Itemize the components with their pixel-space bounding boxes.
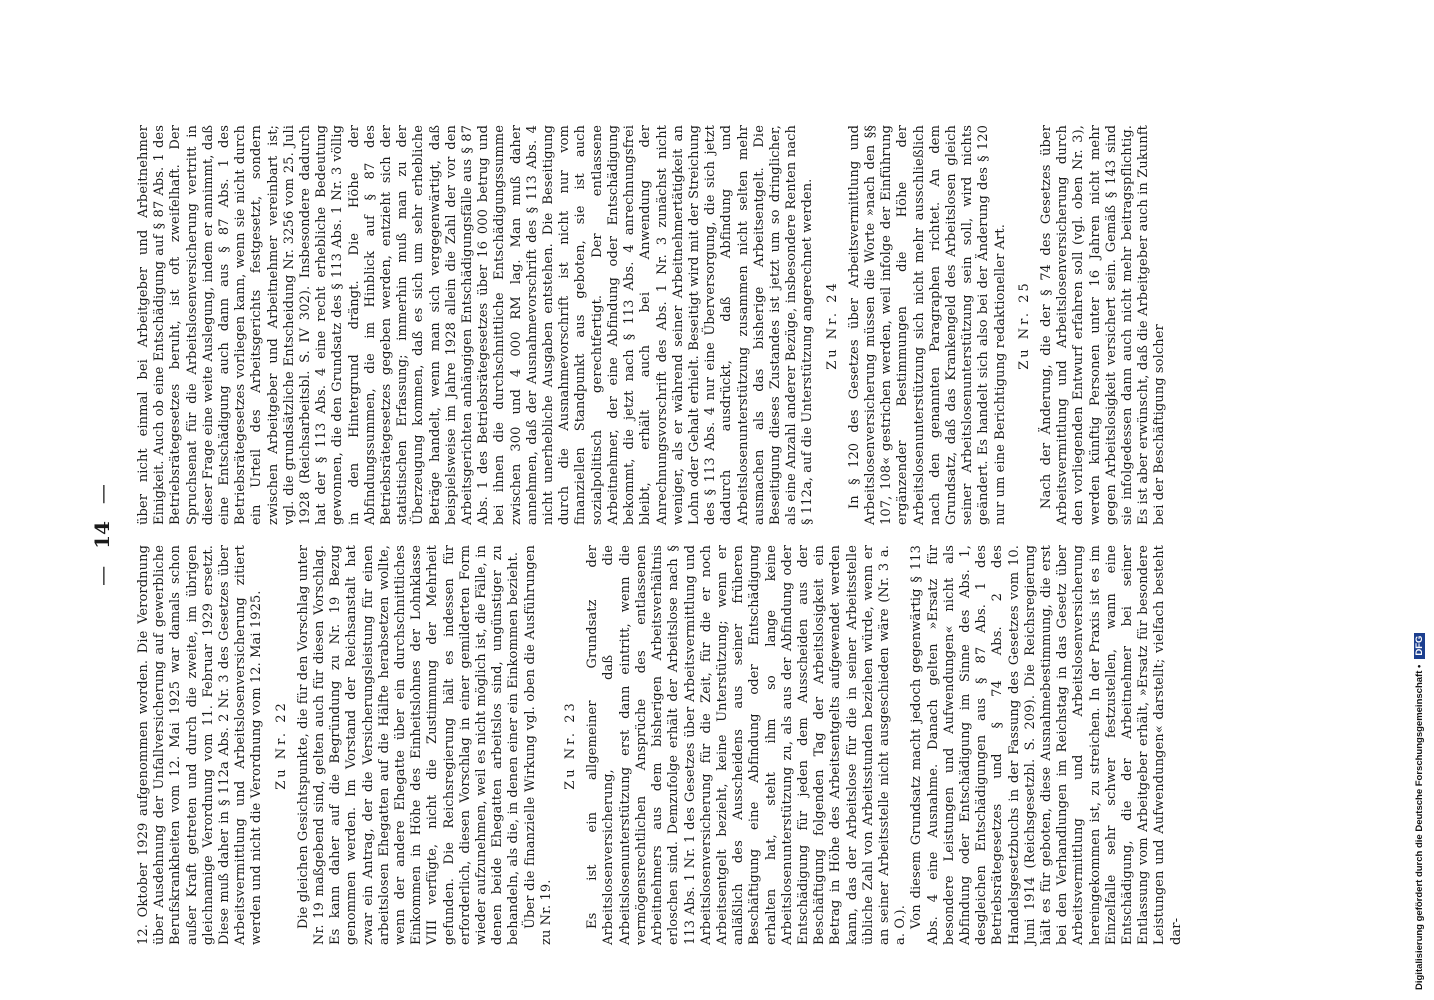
digitization-credit [1414, 0, 1430, 990]
paragraph: Die gleichen Gesichtspunkte, die für den Vorschlag unter Nr. 19 maßgebend sind, gelten auch für diesen Vorschlag. Es kann daher auf die Begründung zu Nr. 19 Bezug genommen werden. Im Vorstand der Reichsanstalt hat zwar ein Antrag, der die Versicherungsleistung für einen arbeitslosen Ehegatten auf die Hälfte herabsetzen wollte, wenn der andere Ehegatte über ein durchschnittliches Einkommen in Höhe des Einheitslohnes der Lohnklasse VIII verfügte, nicht die Zustimmung der Mehrheit gefunden. Die Reichsregierung hält es indessen für erforderlich, diesen Vorschlag in einer gemilderten Form wieder aufzunehmen, weil es nicht möglich ist, die Fälle, in denen beide Ehegatten arbeitslos sind, ungünstiger zu behandeln, als die, in denen einer ein Einkommen bezieht. [295, 545, 522, 945]
section-heading-nr-22: Zu Nr. 22 [273, 700, 289, 790]
rotated-document-sheet [90, 105, 1320, 965]
paragraph: In § 120 des Gesetzes über Arbeitsvermittlung und Arbeitslosenversicherung müssen die Worte »nach den §§ 107, 108« gestrichen werden, weil infolge der Einführung ergänzender Bestimmungen die Höhe der Arbeitslosenunterstützung sich nicht mehr ausschließlich nach den genannten Paragraphen richtet. An dem Grundsatz, daß das Krankengeld des Arbeitslosen gleich seiner Arbeitslosenunterstützung sein soll, wird nichts geändert. Es handelt sich also bei der Änderung des § 120 nur um eine Berichtigung redaktioneller Art. [846, 125, 1008, 525]
paragraph: Über die finanzielle Wirkung vgl. oben die Ausführungen zu Nr. 19. [522, 545, 554, 945]
dfg-logo: DFG [1414, 633, 1425, 659]
page-header [90, 105, 130, 965]
section-heading-nr-24: Zu Nr. 24 [824, 280, 840, 370]
section-heading-nr-23: Zu Nr. 23 [563, 700, 579, 790]
paragraph: über nicht einmal bei Arbeitgeber und Arbeitnehmer Einigkeit. Auch ob eine Entschädigung auf § 87 Abs. 1 des Betriebsrätegesetzes beruht, ist oft zweifelhaft. Der Spruchsenat für die Arbeitslosenversicherung vertritt in dieser Frage eine weite Auslegung, indem er annimmt, daß eine Entschädigung auch dann aus § 87 Abs. 1 des Betriebsrätegesetzes vorliegen kann, wenn sie nicht durch ein Urteil des Arbeitsgerichts festgesetzt, sondern zwischen Arbeitgeber und Arbeitnehmer vereinbart ist; vgl. die grundsätzliche Entscheidung Nr. 3256 vom 25. Juli 1928 (Reichsarbeitsbl. S. IV 302). Insbesondere dadurch hat der § 113 Abs. 4 eine recht erhebliche Bedeutung gewonnen, die den Grundsatz des § 113 Abs. 1 Nr. 3 völlig in den Hintergrund drängt. Die Höhe der Abfindungssummen, die im Hinblick auf § 87 des Betriebsrätegesetzes gegeben werden, entzieht sich der statistischen Erfassung; immerhin muß man zu der Überzeugung kommen, daß es sich um sehr erhebliche Beträge handelt, wenn man sich vergegenwärtigt, daß beispielsweise im Jahre 1928 allein die Zahl der vor den Arbeitsgerichten anhängigen Entschädigungsfälle aus § 87 Abs. 1 des Betriebsrätegesetzes über 16 000 betrug und bei ihnen die durchschnittliche Entschädigungssumme zwischen 300 und 4 000 RM lag. Man muß daher annehmen, daß der Ausnahmevorschrift des § 113 Abs. 4 nicht unerhebliche Ausgaben entstehen. Die Beseitigung durch die Ausnahmevorschrift ist nicht nur vom finanziellen Standpunkt aus geboten, sie ist auch sozialpolitisch gerechtfertigt. Der entlassene Arbeitnehmer, der eine Abfindung oder Entschädigung bekommt, die jetzt nach § 113 Abs. 4 anrechnungsfrei bleibt, erhält auch bei Anwendung der Anrechnungsvorschrift des Abs. 1 Nr. 3 zunächst nicht weniger, als er während seiner Arbeitnehmertätigkeit an Lohn oder Gehalt erhielt. Beseitigt wird mit der Streichung des § 113 Abs. 4 nur eine Überversorgung, die sich jetzt dadurch ausdrückt, daß Abfindung und Arbeitslosenunterstützung zusammen nicht selten mehr ausmachen als das bisherige Arbeitsentgelt. Die Beseitigung dieses Zustandes ist jetzt um so dringlicher, als eine Anzahl anderer Bezüge, insbesondere Renten nach § 112a, auf die Unterstützung angerechnet werden. [136, 125, 816, 525]
section-heading-nr-25: Zu Nr. 25 [1016, 280, 1032, 370]
right-text-column [136, 125, 1169, 525]
page-number: 14 [90, 521, 114, 549]
paragraph: 12. Oktober 1929 aufgenommen worden. Die Verordnung über Ausdehnung der Unfallversicherung auf gewerbliche Berufskrankheiten vom 12. Mai 1925 war damals schon außer Kraft getreten und durch die zweite, im übrigen gleichnamige Verordnung vom 11. Februar 1929 ersetzt. Diese muß daher in § 112a Abs. 2 Nr. 3 des Gesetzes über Arbeitsvermittlung und Arbeitslosenversicherung zitiert werden und nicht die Verordnung vom 12. Mai 1925. [136, 545, 265, 945]
credit-text: Digitalisierung gefördert durch die Deutsche Forschungsgemeinschaft • [1414, 664, 1425, 990]
paragraph: Es ist ein allgemeiner Grundsatz der Arbeitslosenversicherung, daß die Arbeitslosenunterstützung erst dann eintritt, wenn die vermögensrechtlichen Ansprüche des entlassenen Arbeitnehmers aus dem bisherigen Arbeitsverhältnis erloschen sind. Demzufolge erhält der Arbeitslose nach § 113 Abs. 1 Nr. 1 des Gesetzes über Arbeitsvermittlung und Arbeitslosenversicherung für die Zeit, für die er noch Arbeitsentgelt bezieht, keine Unterstützung; wenn er anläßlich des Ausscheidens aus seiner früheren Beschäftigung eine Abfindung oder Entschädigung erhalten hat, steht ihm so lange keine Arbeitslosenunterstützung zu, als aus der Abfindung oder Entschädigung für jeden dem Ausscheiden aus der Beschäftigung folgenden Tag der Arbeitslosigkeit ein Betrag in Höhe des Arbeitsentgelts aufgewendet werden kann, das der Arbeitslose für die in seiner Arbeitsstelle übliche Zahl von Arbeitsstunden beziehen würde, wenn er an seiner Arbeitsstelle nicht ausgeschieden wäre (Nr. 3 a. a. O.). [585, 545, 909, 945]
left-text-column [136, 545, 1185, 945]
header-dash-right: — [90, 484, 114, 505]
paragraph: Nach der Änderung, die der § 74 des Gesetzes über Arbeitsvermittlung und Arbeitslosenversicherung durch den vorliegenden Entwurf erfahren soll (vgl. oben Nr. 3), werden künftig Personen unter 16 Jahren nicht mehr gegen Arbeitslosigkeit versichert sein. Gemäß § 143 sind sie infolgedessen dann auch nicht mehr beitragspflichtig. Es ist aber erwünscht, daß die Arbeitgeber auch in Zukunft bei der Beschäftigung solcher [1038, 125, 1168, 525]
header-dash-left: — [90, 565, 114, 586]
paragraph: Von diesem Grundsatz macht jedoch gegenwärtig § 113 Abs. 4 eine Ausnahme. Danach gelten »Ersatz für besondere Leistungen und Aufwendungen« nicht als Abfindung oder Entschädigung im Sinne des Abs. 1, desgleichen Entschädigungen aus § 87 Abs. 1 des Betriebsrätegesetzes und § 74 Abs. 2 des Handelsgesetzbuchs in der Fassung des Gesetzes vom 10. Juni 1914 (Reichsgesetzbl. S. 209). Die Reichsregierung hält es für geboten, diese Ausnahmebestimmung, die erst bei den Verhandlungen im Reichstag in das Gesetz über Arbeitsvermittlung und Arbeitslosenversicherung hereingekommen ist, zu streichen. In der Praxis ist es im Einzelfalle sehr schwer festzustellen, wann eine Entschädigung, die der Arbeitnehmer bei seiner Entlassung vom Arbeitgeber erhält, »Ersatz für besondere Leistungen und Aufwendungen« darstellt; vielfach besteht dar- [909, 545, 1184, 945]
